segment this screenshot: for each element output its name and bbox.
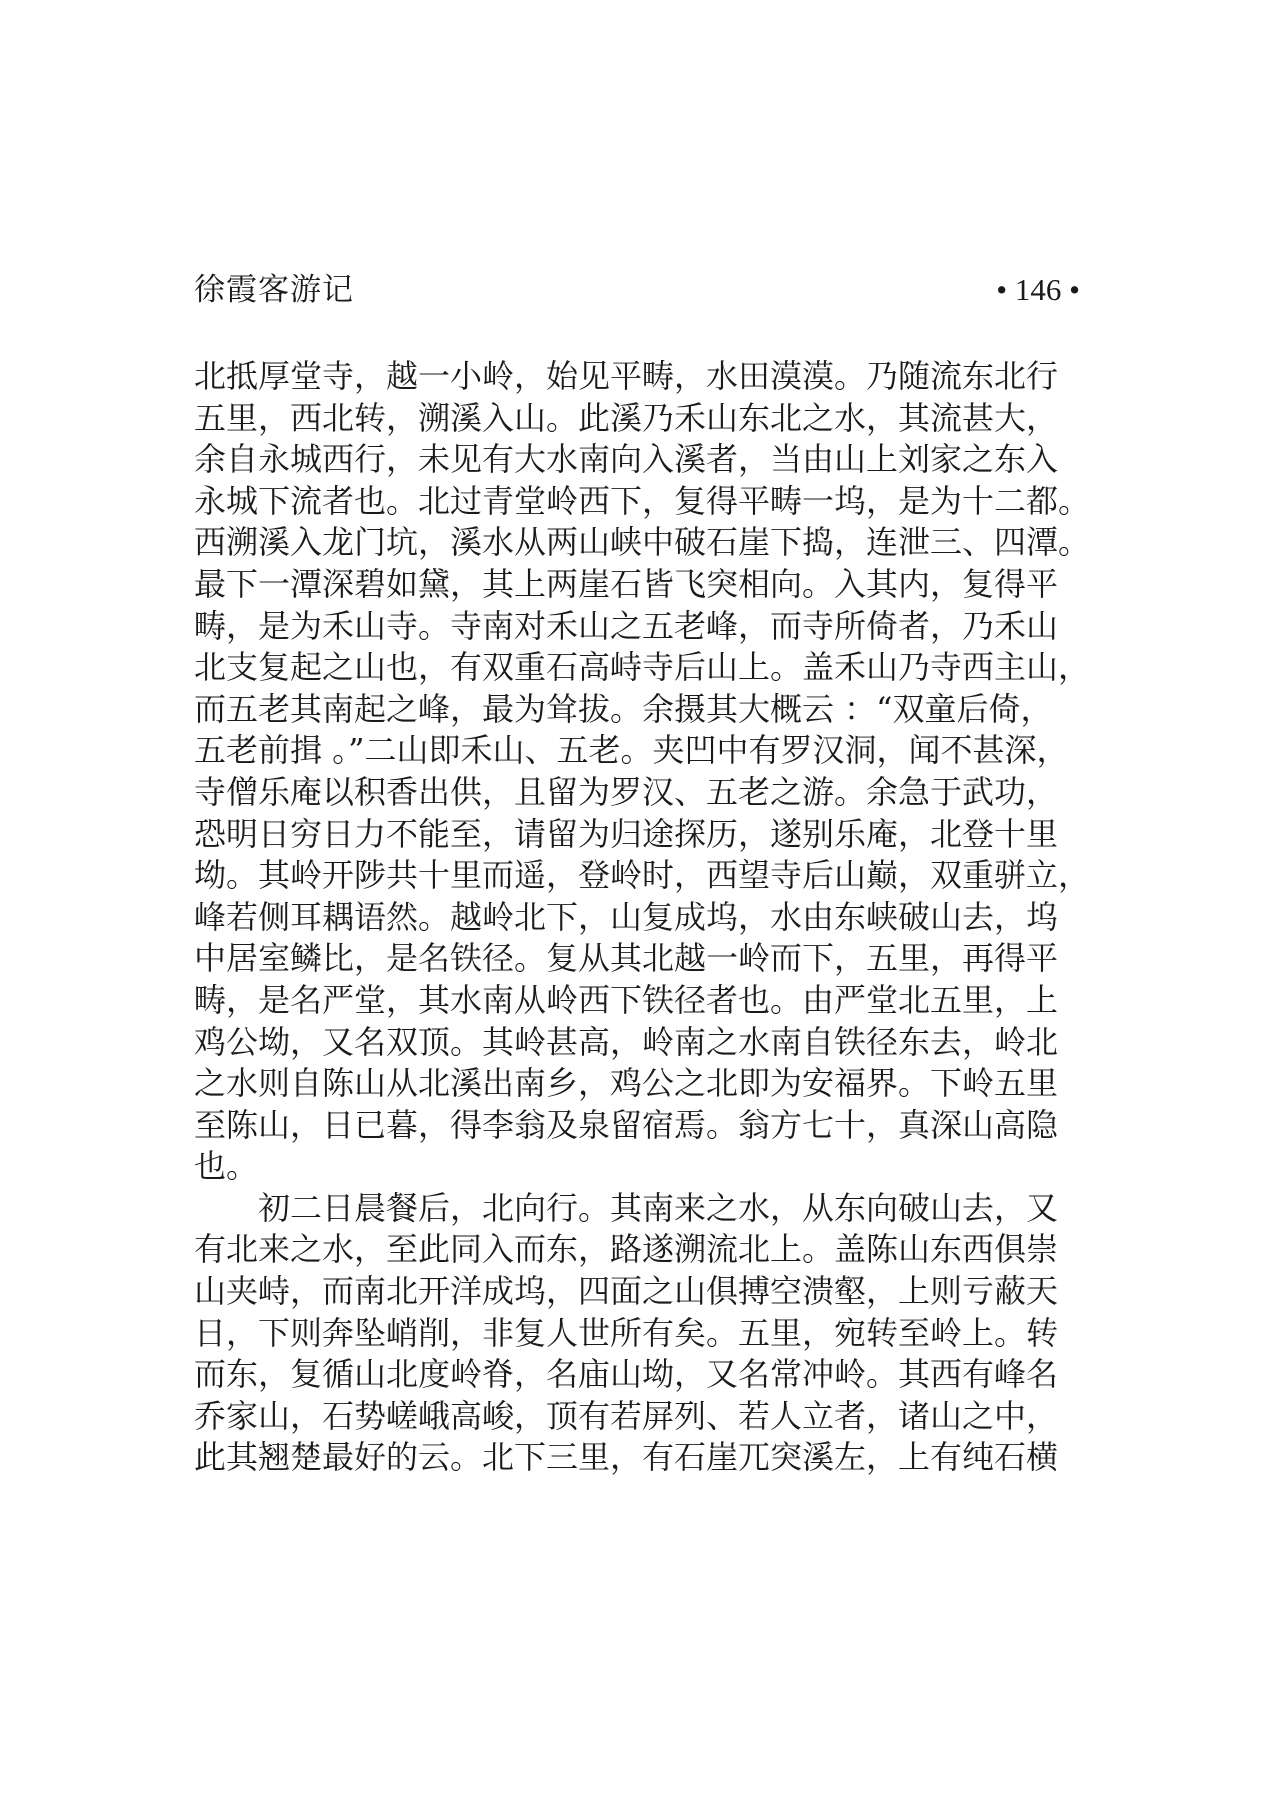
text-line: 坳。其岭开陟共十里而遥，登岭时，西望寺后山巅，双重骈立， xyxy=(194,856,1091,895)
text-line: 西溯溪入龙门坑，溪水从两山峡中破石崖下捣，连泄三、四潭。 xyxy=(194,523,1091,562)
text-line: 畴，是为禾山寺。寺南对禾山之五老峰，而寺所倚者，乃禾山 xyxy=(194,606,1059,645)
page-number: • 146 • xyxy=(996,272,1080,307)
text-line: 寺僧乐庵以积香出供，且留为罗汉、五老之游。余急于武功， xyxy=(194,772,1059,811)
text-line: 乔家山，石势嵯峨高峻，顶有若屏列、若人立者，诸山之中， xyxy=(194,1396,1059,1435)
text-line: 峰若侧耳耦语然。越岭北下，山复成坞，水由东峡破山去，坞 xyxy=(194,897,1059,936)
text-line: 此其翘楚最好的云。北下三里，有石崖兀突溪左，上有纯石横 xyxy=(194,1438,1059,1477)
text-line: 日，下则奔坠峭削，非复人世所有矣。五里，宛转至岭上。转 xyxy=(194,1313,1059,1352)
text-line: 永城下流者也。北过青堂岭西下，复得平畴一坞，是为十二都。 xyxy=(194,481,1091,520)
text-line: 而五老其南起之峰，最为耸拔。余摄其大概云 ：“双童后倚， xyxy=(194,689,1053,728)
text-line: 北抵厚堂寺，越一小岭，始见平畴，水田漠漠。乃随流东北行 xyxy=(194,357,1059,395)
text-line: 北支复起之山也，有双重石高峙寺后山上。盖禾山乃寺西主山， xyxy=(194,648,1091,687)
text-line: 之水则自陈山从北溪出南乡，鸡公之北即为安福界。下岭五里 xyxy=(194,1064,1059,1103)
text-line: 畴，是名严堂，其水南从岭西下铁径者也。由严堂北五里，上 xyxy=(194,980,1059,1019)
text-line: 有北来之水，至此同入而东，路遂溯流北上。盖陈山东西俱崇 xyxy=(194,1230,1059,1269)
text-line: 恐明日穷日力不能至，请留为归途探历，遂别乐庵，北登十里 xyxy=(194,814,1059,853)
text-line: 五老前揖 。”二山即禾山、五老。夹凹中有罗汉洞，闻不甚深， xyxy=(194,731,1069,770)
text-line: 余自永城西行，未见有大水南向入溪者，当由山上刘家之东入 xyxy=(194,440,1059,479)
book-title: 徐霞客游记 xyxy=(194,272,354,308)
body-text xyxy=(194,356,1104,1479)
text-line: 中居室鳞比，是名铁径。复从其北越一岭而下，五里，再得平 xyxy=(194,939,1059,978)
text-line: 而东，复循山北度岭脊，名庙山坳，又名常冲岭。其西有峰名 xyxy=(194,1355,1059,1394)
paragraph-start-line: 初二日晨餐后，北向行。其南来之水，从东向破山去，又 xyxy=(258,1188,1059,1227)
text-line: 五里，西北转，溯溪入山。此溪乃禾山东北之水，其流甚大， xyxy=(194,398,1059,437)
running-header xyxy=(194,268,1080,312)
text-line: 最下一潭深碧如黛，其上两崖石皆飞突相向。入其内，复得平 xyxy=(194,564,1059,603)
text-line: 至陈山，日已暮，得李翁及泉留宿焉。翁方七十，真深山高隐 xyxy=(194,1105,1059,1144)
text-line: 也。 xyxy=(194,1147,259,1186)
text-line: 鸡公坳，又名双顶。其岭甚高，岭南之水南自铁径东去，岭北 xyxy=(194,1022,1059,1061)
text-line: 山夹峙，而南北开洋成坞，四面之山俱搏空溃壑，上则亏蔽天 xyxy=(194,1272,1059,1311)
